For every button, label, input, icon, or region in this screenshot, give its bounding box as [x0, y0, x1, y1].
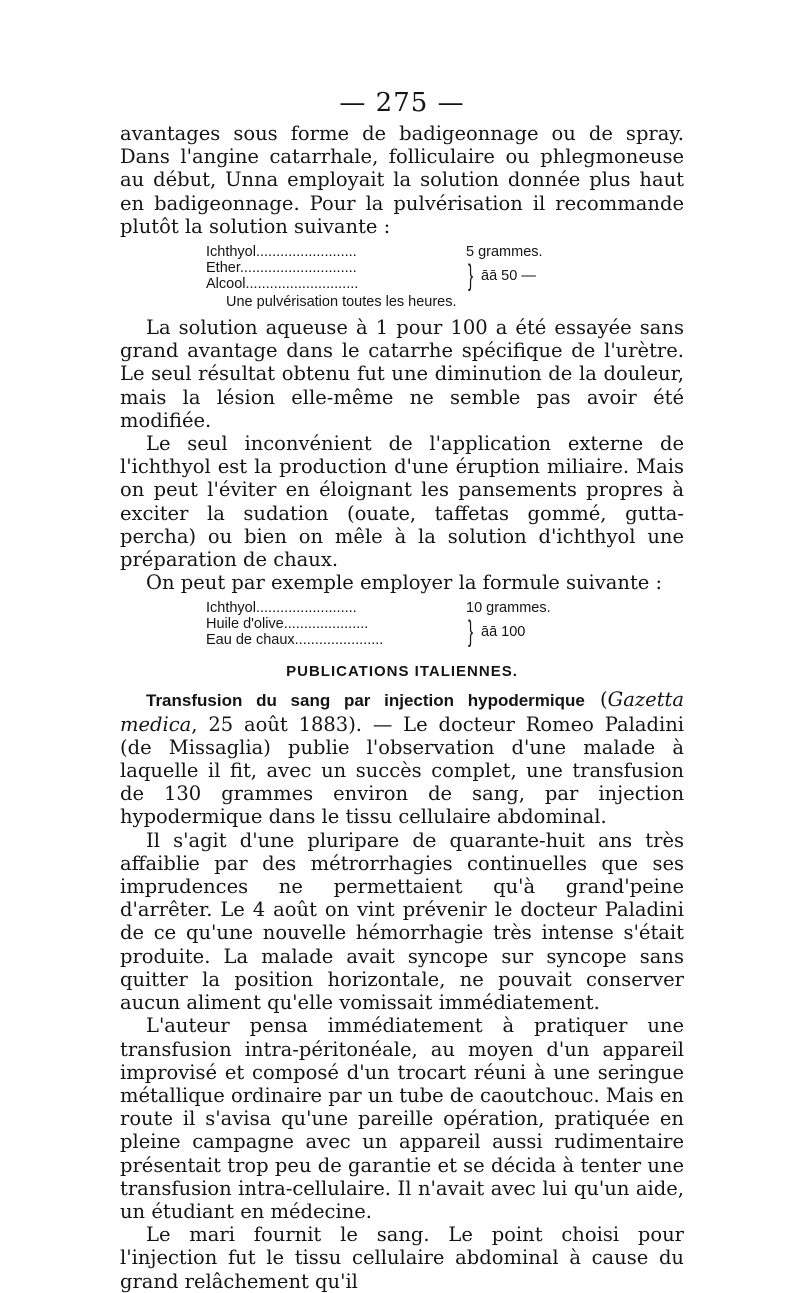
article-intro-text: , 25 août 1883). — Le docteur Romeo Paladini (de Missaglia) publie l'observation d'une malade à laquelle il fit, avec un succès complet, une transfusion de 130 grammes environ de sang, par injection hypodermique dans le tissu cellulaire abdominal.	[120, 712, 684, 829]
article-intro: Transfusion du sang par injection hypodermique (Gazetta medica, 25 août 1883). — Le docteur Romeo Paladini (de Missaglia) publie l'observation d'une malade à laquelle il fit, avec un succès complet, une transfusion de 130 grammes environ de sang, par injection hypodermique dans le tissu cellulaire abdominal.	[120, 688, 684, 829]
ingredient-name: Ichthyol.........................	[206, 600, 357, 617]
ingredient-quantity: āā 50 —	[481, 268, 536, 285]
paragraph-7: Le mari fournit le sang. Le point choisi pour l'injection fut le tissu cellulaire abdominal à cause du grand relâchement qu'il	[120, 1223, 684, 1293]
formula-spray	[206, 244, 566, 310]
ingredient-quantity: 5 grammes.	[466, 244, 543, 261]
ingredient-name: Eau de chaux......................	[206, 632, 384, 649]
formula-brace-group	[206, 616, 566, 648]
ingredient-name: Huile d'olive.....................	[206, 616, 369, 633]
document-page	[120, 88, 684, 1293]
paragraph-5: Il s'agit d'une pluripare de quarante-huit ans très affaiblie par des métrorrhagies continuelles que ses imprudences ne permettaient qu'à grand'peine d'arrêter. Le 4 août on vint prévenir le docteur Paladini de ce qu'une nouvelle hémorrhagie très intense s'était produite. La malade avait syncope sur syncope sans quitter la position horizontale, ne pouvait conserver aucun aliment qu'elle vomissait immédiatement.	[120, 828, 684, 1015]
formula-row	[206, 600, 566, 616]
page-number: — 275 —	[339, 88, 465, 118]
formula-row	[206, 244, 566, 260]
article-title: Transfusion du sang par injection hypodermique	[146, 691, 585, 711]
ingredient-name: Ether.............................	[206, 260, 357, 277]
paragraph-2: La solution aqueuse à 1 pour 100 a été essayée sans grand avantage dans le catarrhe spécifique de l'urètre. Le seul résultat obtenu fut une diminution de la douleur, mais la lésion elle-même ne semble pas avoir été modifiée.	[120, 316, 684, 432]
ingredient-name: Ichthyol.........................	[206, 244, 357, 261]
ingredient-name: Alcool............................	[206, 276, 359, 293]
section-heading: PUBLICATIONS ITALIENNES.	[286, 663, 518, 681]
paragraph-1: avantages sous forme de badigeonnage ou de spray. Dans l'angine catarrhale, folliculaire ou phlegmoneuse au début, Unna employait la solution donnée plus haut en badigeonnage. Pour la pulvérisation il recommande plutôt la solution suivante :	[120, 122, 684, 238]
formula-note: Une pulvérisation toutes les heures.	[226, 294, 457, 311]
brace-symbol: }	[468, 259, 474, 293]
paragraph-4: On peut par exemple employer la formule suivante :	[146, 571, 663, 595]
ingredient-quantity: āā 100	[481, 624, 526, 641]
brace-symbol: }	[468, 615, 474, 649]
paragraph-6: L'auteur pensa immédiatement à pratiquer une transfusion intra-péritonéale, au moyen d'un appareil improvisé et composé d'un trocart réuni à une seringue métallique ordinaire par un tube de caoutchouc. Mais en route il s'avisa qu'une pareille opération, pratiquée en pleine campagne avec un appareil aussi rudimentaire présentait trop peu de garantie et se décida à tenter une transfusion intra-cellulaire. Il n'avait avec lui qu'un aide, un étudiant en médecine.	[120, 1014, 684, 1223]
paragraph-3: Le seul inconvénient de l'application externe de l'ichthyol est la production d'une éruption miliaire. Mais on peut l'éviter en éloignant les pansements propres à exciter la sudation (ouate, taffetas gommé, gutta-percha) ou bien on mêle à la solution d'ichthyol une préparation de chaux.	[120, 432, 684, 572]
ingredient-quantity: 10 grammes.	[466, 600, 551, 617]
formula-chaux	[206, 600, 566, 648]
formula-brace-group	[206, 260, 566, 292]
journal-name: Gazetta medica	[120, 688, 684, 736]
